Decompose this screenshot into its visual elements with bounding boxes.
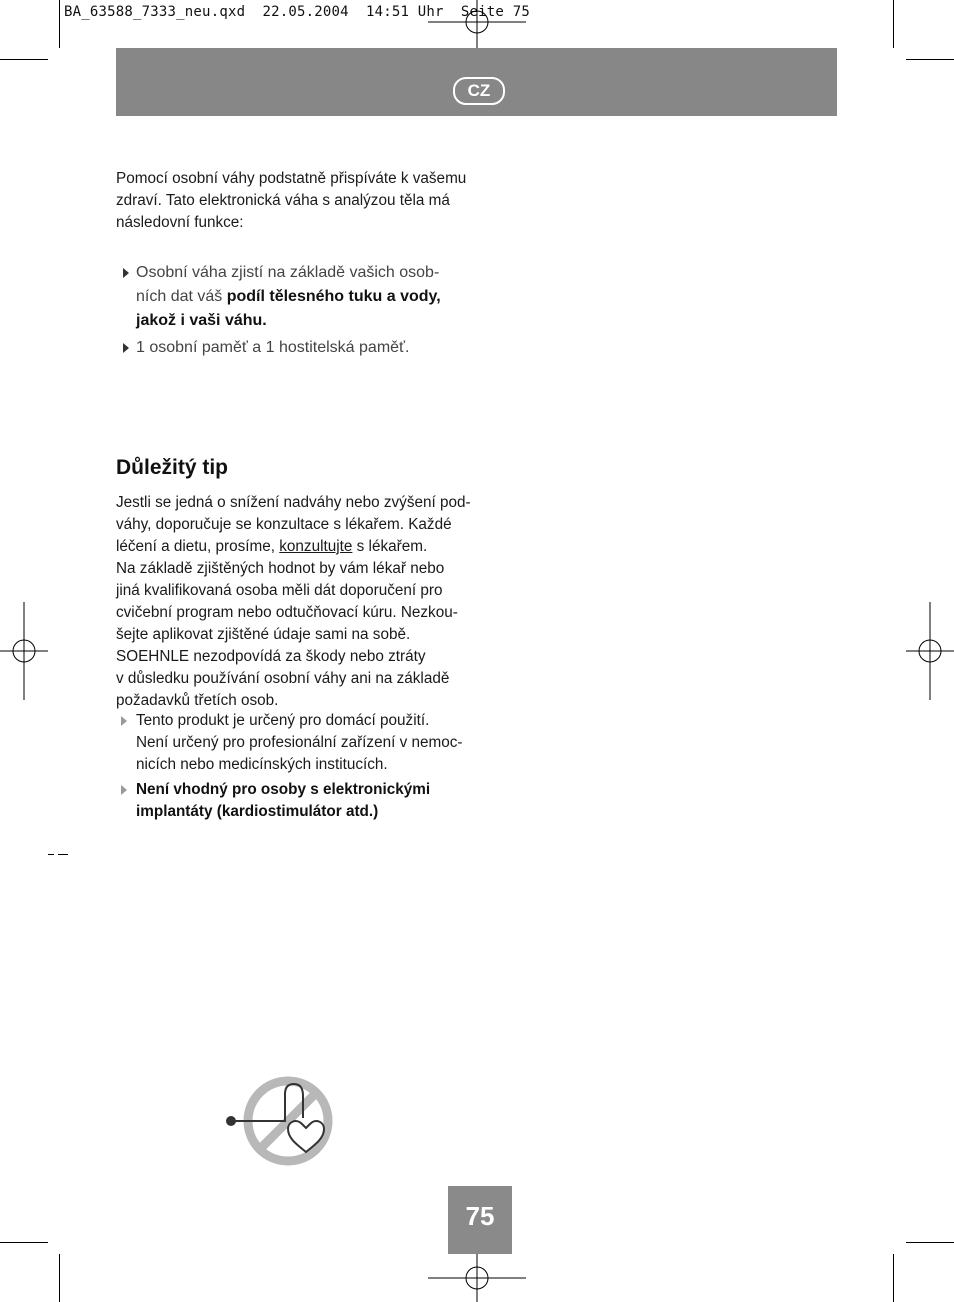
tip-line: v důsledku používání osobní váhy ani na základě bbox=[116, 670, 450, 687]
feature-item-line: Osobní váha zjistí na základě vašich osob- bbox=[136, 264, 440, 281]
tip-bullet-line: implantáty (kardiostimulátor atd.) bbox=[136, 803, 379, 820]
feature-item-line bbox=[136, 285, 441, 309]
bullet-arrow-icon bbox=[123, 268, 129, 278]
tip-text: léčení a dietu, prosíme, bbox=[116, 538, 280, 555]
tip-bullet-line: Tento produkt je určený pro domácí použití. bbox=[136, 712, 430, 729]
intro-line: následovní funkce: bbox=[116, 214, 244, 231]
tip-line: šejte aplikovat zjištěné údaje sami na sobě. bbox=[116, 626, 411, 643]
language-badge: CZ bbox=[453, 77, 505, 105]
tip-line: SOEHNLE nezodpovídá za škody nebo ztráty bbox=[116, 648, 426, 665]
intro-line: zdraví. Tato elektronická váha s analýzou těla má bbox=[116, 192, 450, 209]
tip-bullet-home-use bbox=[136, 710, 476, 776]
registration-mark-right bbox=[906, 602, 954, 700]
feature-item-line bbox=[136, 309, 267, 333]
underlined-word: konzultujte bbox=[279, 538, 353, 555]
registration-mark-bottom bbox=[428, 1254, 526, 1302]
feature-text: ních dat váš bbox=[136, 288, 227, 305]
tip-bullet-line: nicích nebo medicínských institucích. bbox=[136, 756, 388, 773]
feature-emphasis: podíl tělesného tuku a vody, bbox=[226, 288, 441, 305]
feature-item-line: 1 osobní paměť a 1 hostitelská paměť. bbox=[136, 339, 410, 356]
page-number: 75 bbox=[448, 1186, 512, 1254]
intro-paragraph bbox=[116, 168, 468, 234]
section-heading: Důležitý tip bbox=[116, 456, 229, 479]
tip-text: s lékařem. bbox=[352, 538, 428, 555]
tip-line: Na základě zjištěných hodnot by vám lékař nebo bbox=[116, 560, 445, 577]
bullet-arrow-icon bbox=[121, 716, 127, 726]
tip-bullet-implants-warning bbox=[136, 779, 476, 823]
intro-line: Pomocí osobní váhy podstatně přispíváte k vašemu bbox=[116, 170, 467, 187]
tip-bullet-line: Není určený pro profesionální zařízení v nemoc- bbox=[136, 734, 463, 751]
feature-emphasis: jakož i vaši váhu. bbox=[136, 312, 267, 329]
tip-line: požadavků třetích osob. bbox=[116, 692, 279, 709]
registration-mark-top bbox=[428, 0, 526, 48]
bullet-arrow-icon bbox=[123, 343, 129, 353]
tip-line bbox=[116, 536, 476, 558]
tip-line: cvičební program nebo odtučňovací kúru. Nezkou- bbox=[116, 604, 458, 621]
tip-line: jiná kvalifikovaná osoba měli dát doporučení pro bbox=[116, 582, 443, 599]
tip-line: Jestli se jedná o snížení nadváhy nebo zvýšení pod- bbox=[116, 494, 471, 511]
registration-mark-left bbox=[0, 602, 48, 700]
tip-paragraph bbox=[116, 492, 476, 712]
no-pacemaker-icon bbox=[222, 1072, 340, 1170]
tip-line: váhy, doporučuje se konzultace s lékařem. Každé bbox=[116, 516, 452, 533]
bullet-arrow-icon bbox=[121, 785, 127, 795]
file-slug: BA_63588_7333_neu.qxd 22.05.2004 14:51 Uhr Seite 75 bbox=[64, 4, 530, 20]
tip-bullet-line: Není vhodný pro osoby s elektronickými bbox=[136, 781, 431, 798]
